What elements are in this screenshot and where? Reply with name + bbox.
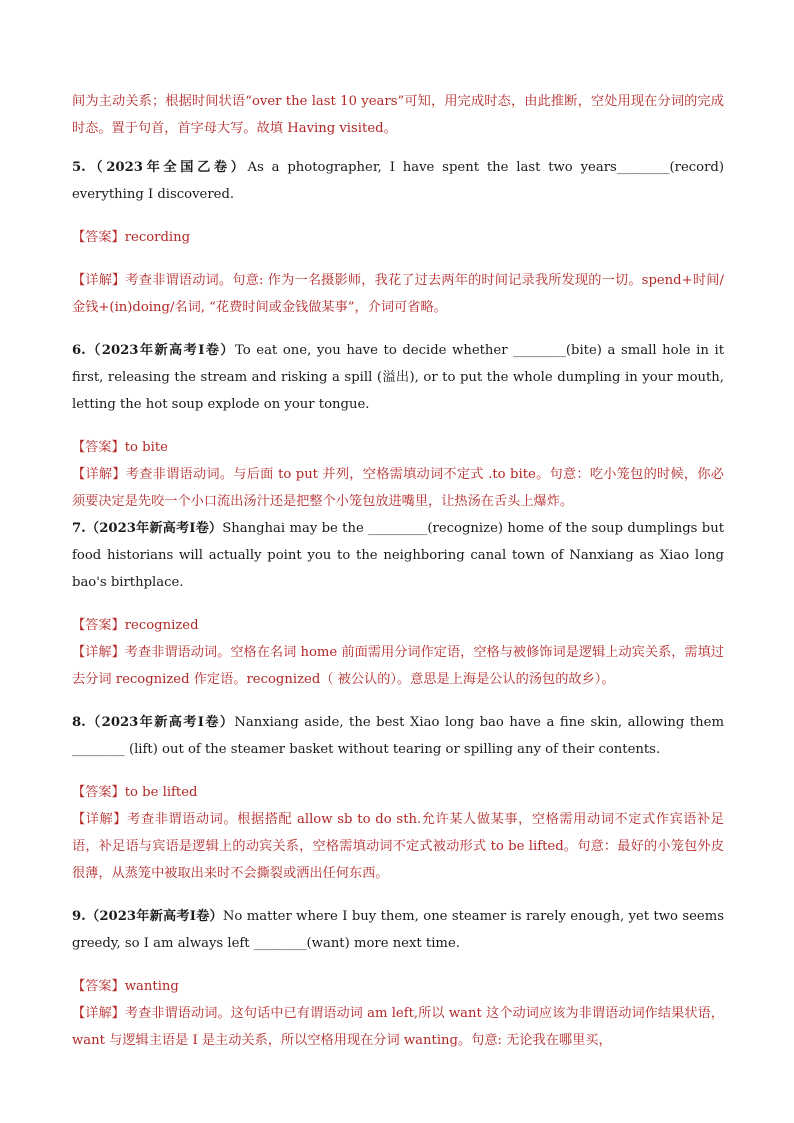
answer-tag: 【答案】 bbox=[72, 440, 125, 455]
detail-text: 。句意：吃小笼包的时候，你必须要决定是先咬一个小口流出汤汁还是把整个小笼包放进嘴里，让热汤在舌头上爆炸。 bbox=[72, 467, 724, 509]
detail-7 bbox=[72, 639, 724, 693]
detail-tag: 【详解】 bbox=[72, 812, 128, 827]
detail-text: 这个动词应该为非谓语动词作结果状语， bbox=[481, 1006, 724, 1021]
intro-text-3: ”可知，用完成时态，由此推断，空处用现在分词的完成时态。置于句首，首字母大写。故填 bbox=[72, 94, 724, 136]
detail-text: 。句意：最好的小笼包外皮很薄，从蒸笼中被取出来时不会撕裂或洒出任何东西。 bbox=[72, 839, 725, 881]
answer-value: recognized bbox=[124, 618, 199, 633]
question-source: （2023年新高考I卷） bbox=[85, 343, 235, 358]
answer-tag: 【答案】 bbox=[72, 979, 125, 994]
answer-6 bbox=[72, 434, 724, 461]
question-source: （2023年新高考I卷） bbox=[85, 909, 223, 924]
question-text: To eat one, you have to decide whether ________(bite) a small hole in it first, releasing the stream and risking a spill (溢出), or to put the whole dumpling in your mouth, letting the hot soup explode on your tongue. bbox=[72, 343, 724, 412]
detail-text: 考查非谓语动词。这句话中已有谓语动词 bbox=[124, 1006, 368, 1021]
answer-value: wanting bbox=[124, 979, 179, 994]
detail-text: 考查非谓语动词。句意: 作为一名摄影师，我花了过去两年的时间记录我所发现的一切。 bbox=[125, 273, 642, 288]
question-number: 5. bbox=[72, 160, 86, 175]
answer-tag: 【答案】 bbox=[72, 785, 125, 800]
detail-text: to put bbox=[278, 467, 318, 482]
intro-text-2: over the last 10 years bbox=[251, 94, 398, 109]
answer-8 bbox=[72, 779, 724, 806]
detail-8 bbox=[72, 806, 724, 887]
detail-text: 。句意: 无论我在哪里买， bbox=[457, 1033, 612, 1048]
detail-text: .to bite bbox=[488, 467, 536, 482]
answer-value: to bite bbox=[124, 440, 168, 455]
detail-text: to be lifted bbox=[490, 839, 564, 854]
question-text: Shanghai may be the _________(recognize) home of the soup dumplings but food historians will actually point you to the neighboring canal town of Nanxiang as Xiao long bao's birthplace. bbox=[72, 521, 724, 590]
detail-text: want bbox=[448, 1006, 482, 1021]
detail-text: ,所以 bbox=[413, 1006, 449, 1021]
question-5 bbox=[72, 154, 724, 208]
question-7 bbox=[72, 515, 724, 596]
question-source: （2023年全国乙卷） bbox=[85, 160, 248, 175]
question-text: No matter where I buy them, one steamer is rarely enough, yet two seems greedy, so I am always left ________(want) more next time. bbox=[72, 909, 725, 951]
detail-text: recognized bbox=[246, 672, 321, 687]
detail-text: 考查非谓语动词。根据搭配 bbox=[127, 812, 297, 827]
detail-tag: 【详解】 bbox=[72, 1006, 125, 1021]
question-text: As a photographer, I have spent the last two years________(record) everything I discovered. bbox=[72, 160, 724, 202]
answer-9 bbox=[72, 973, 724, 1000]
detail-tag: 【详解】 bbox=[72, 273, 126, 288]
detail-text: wanting bbox=[403, 1033, 458, 1048]
question-number: 8. bbox=[72, 715, 86, 730]
detail-text: （ 被公认的）。意思是上海是公认的汤包的故乡）。 bbox=[320, 672, 615, 687]
detail-text: 考查非谓语动词。空格在名词 bbox=[124, 645, 301, 660]
answer-tag: 【答案】 bbox=[72, 618, 125, 633]
detail-9 bbox=[72, 1000, 724, 1054]
answer-7 bbox=[72, 612, 724, 639]
detail-text: 与逻辑主语是 I 是主动关系，所以空格用现在分词 bbox=[104, 1033, 404, 1048]
question-number: 7. bbox=[72, 521, 86, 536]
question-text: Nanxiang aside, the best Xiao long bao have a fine skin, allowing them ________ (lift) out of the steamer basket without tearing or spilling any of their contents. bbox=[72, 715, 724, 757]
question-8 bbox=[72, 709, 724, 763]
detail-text: want bbox=[72, 1033, 105, 1048]
question-6 bbox=[72, 337, 724, 418]
detail-tag: 【详解】 bbox=[72, 645, 125, 660]
detail-text: allow sb to do sth. bbox=[297, 812, 422, 827]
detail-text: 考查非谓语动词。与后面 bbox=[125, 467, 279, 482]
detail-text: 作定语。 bbox=[189, 672, 247, 687]
intro-text-5: 。 bbox=[383, 121, 397, 136]
answer-5 bbox=[72, 224, 724, 251]
detail-text: recognized bbox=[115, 672, 190, 687]
detail-text: home bbox=[300, 645, 338, 660]
question-source: （2023年新高考I卷） bbox=[85, 521, 223, 536]
question-9 bbox=[72, 903, 724, 957]
question-number: 9. bbox=[72, 909, 86, 924]
answer-value: to be lifted bbox=[124, 785, 198, 800]
detail-text: 前面需用分词作定语，空格与被修饰词是逻辑上动宾关系，需填过去分词 bbox=[72, 645, 724, 687]
detail-text: 并列，空格需填动词不定式 bbox=[317, 467, 489, 482]
detail-tag: 【详解】 bbox=[72, 467, 126, 482]
document-page bbox=[72, 88, 724, 1054]
answer-tag: 【答案】 bbox=[72, 230, 125, 245]
intro-text-4: Having visited bbox=[287, 121, 384, 136]
detail-6 bbox=[72, 461, 724, 515]
intro-paragraph bbox=[72, 88, 724, 142]
answer-value: recording bbox=[124, 230, 191, 245]
intro-text-1: 间为主动关系；根据时间状语“ bbox=[72, 94, 252, 109]
detail-5 bbox=[72, 267, 724, 321]
detail-text: 允许某人做某事，空格需用动词不定式作宾语补足语，补足语与宾语是逻辑上的动宾关系，空格需填动词不定式被动形式 bbox=[72, 812, 724, 854]
question-number: 6. bbox=[72, 343, 86, 358]
question-source: （2023年新高考I卷） bbox=[85, 715, 235, 730]
detail-text: spend+时间/金钱+(in)doing/名词, “花费时间或金钱做某事”，介词可省略。 bbox=[72, 273, 724, 315]
detail-text: am left bbox=[367, 1006, 414, 1021]
